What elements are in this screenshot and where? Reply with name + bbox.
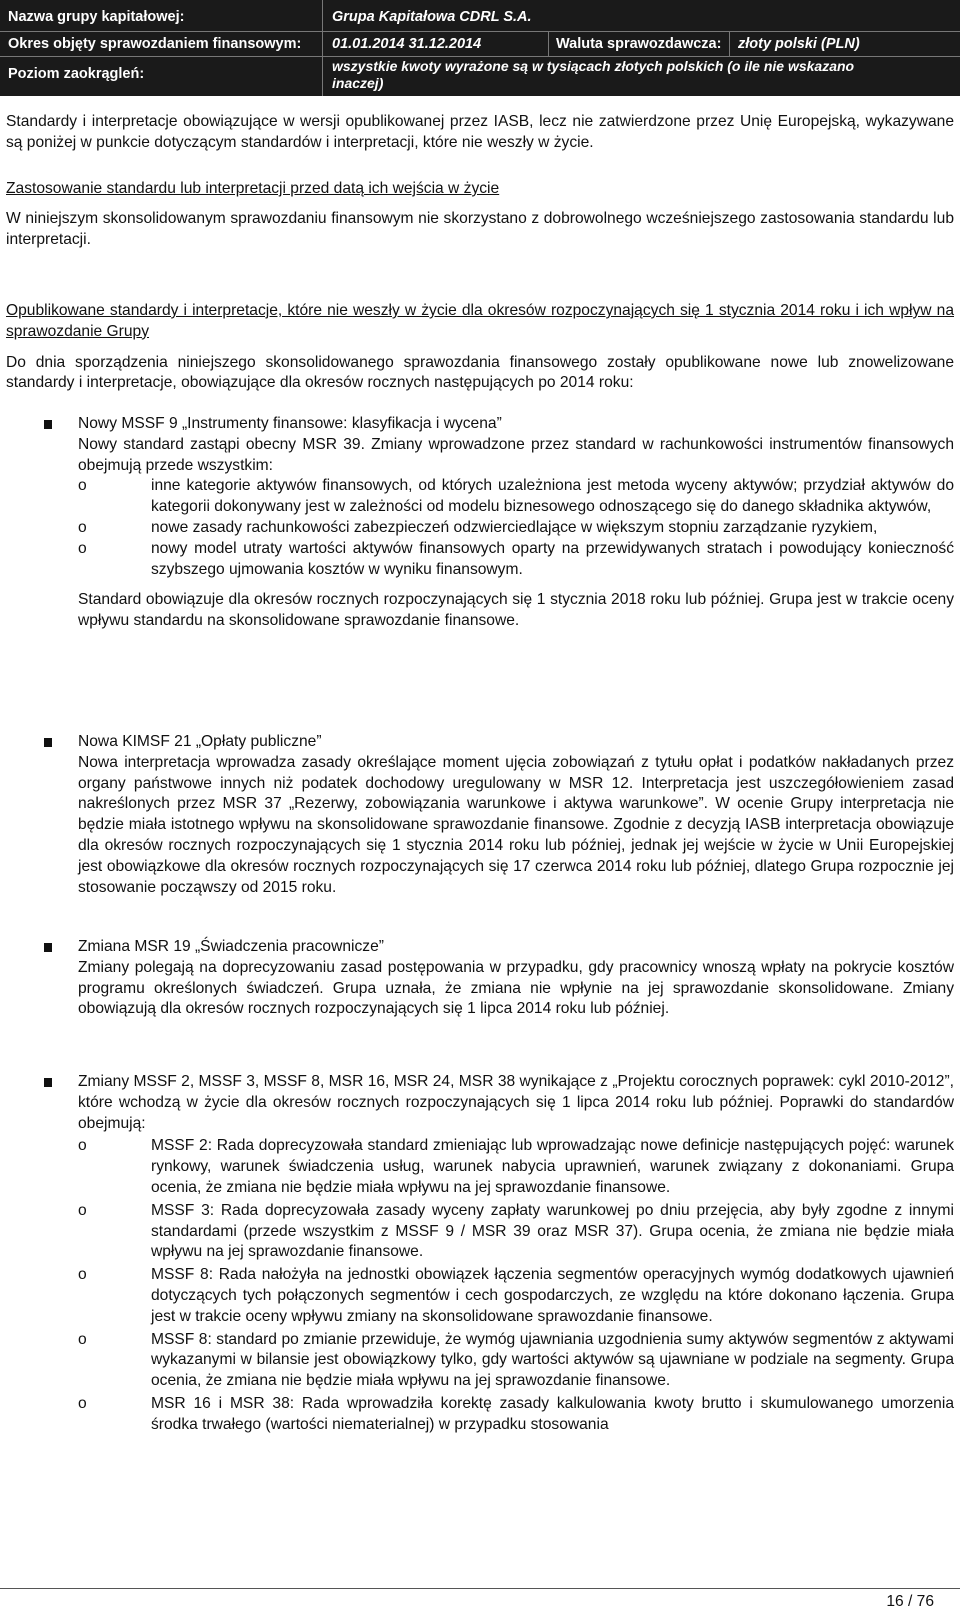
- bullet-icon: [44, 1078, 52, 1087]
- sub-list-item: [78, 1265, 954, 1327]
- list-item-text: Zmiany polegają na doprecyzowaniu zasad postępowania w przypadku, gdy pracownicy wnoszą wpłaty na pokrycie kosztów programu określonych świadczeń. Grupa uznała, że zmiana nie wpłynie na jej sprawozdanie skonsolidowane. Zmiany obowiązują dla okresów rocznych rozpoczynających się 1 lipca 2014 roku lub później.: [78, 958, 954, 1018]
- sub-list-item: [78, 476, 954, 518]
- sub-marker-icon: o: [78, 1201, 87, 1219]
- period-label: Okres objęty sprawozdaniem finansowym:: [8, 36, 302, 52]
- sub-list-item-text: MSSF 3: Rada doprecyzowała zasady wyceny zapłaty warunkowej po dniu przejęcia, aby były zgodne z innymi standardami (przede wszystkim z MSSF 9 / MSR 39 oraz MSR 37). Grupa ocenia, że zmiana nie będzie miała wpływu na jej sprawozdanie finansowe.: [151, 1201, 954, 1261]
- list-item-title: Zmiany MSSF 2, MSSF 3, MSSF 8, MSR 16, MSR 24, MSR 38 wynikające z „Projektu corocznych poprawek: cykl 2010-2012”, które wchodzą w życie dla okresów rocznych rozpoczynających się 1 lipca 2014 roku lub później. Poprawki do standardów obejmują:: [78, 1073, 954, 1132]
- list-item-title: Nowy MSSF 9 „Instrumenty finansowe: klasyfikacja i wycena”: [78, 415, 502, 432]
- section-not-effective: [6, 301, 954, 394]
- currency-label: Waluta sprawozdawcza:: [556, 36, 722, 52]
- sub-marker-icon: o: [78, 1266, 87, 1284]
- rounding-label: Poziom zaokrągleń:: [8, 66, 145, 82]
- sub-marker-icon: o: [78, 477, 87, 495]
- section-early-adoption-heading: Zastosowanie standardu lub interpretacji przed datą ich wejścia w życie: [6, 180, 500, 197]
- group-name-value: Grupa Kapitałowa CDRL S.A.: [332, 9, 532, 25]
- list-item-body: [78, 732, 954, 898]
- intro-text: Standardy i interpretacje obowiązujące w wersji opublikowanej przez IASB, lecz nie zatwierdzone przez Unię Europejską, wykazywane są poniżej w punkcie dotyczącym standardów i interpretacji, które nie weszły w życie.: [6, 113, 954, 151]
- sub-list-item-text: inne kategorie aktywów finansowych, od których uzależniona jest metoda wyceny aktywów; przydział aktywów do kategorii dokonywany jest w zależności od modelu biznesowego odnoszącego się do danego składnika aktywów,: [151, 477, 954, 516]
- list-item-title: Nowa KIMSF 21 „Opłaty publiczne”: [78, 733, 322, 750]
- sub-marker-icon: o: [78, 1394, 87, 1412]
- sub-marker-icon: o: [78, 1330, 87, 1348]
- sub-marker-icon: o: [78, 1137, 87, 1155]
- period-value: 01.01.2014 31.12.2014: [332, 36, 482, 52]
- section-not-effective-text: Do dnia sporządzenia niniejszego skonsolidowanego sprawozdania finansowego zostały opublikowane nowe lub znowelizowane standardy i interpretacje, obowiązujące dla okresów rocznych następujących po 2014 roku:: [6, 353, 954, 392]
- list-item-body: [78, 1072, 954, 1436]
- sub-list-item: [78, 1394, 954, 1436]
- sub-marker-icon: o: [78, 539, 87, 557]
- list-item-text: Nowa interpretacja wprowadza zasady określające moment ujęcia zobowiązań z tytułu opłat i podatków nakładanych przez organy państwowe innych niż podatek dochodowy uregulowany w MSR 12. Interpretacja jest uszczegółowieniem zasad nakreślonych przez MSR 37 „Rezerwy, zobowiązania warunkowe i aktywa warunkowe”. W ocenie Grupy interpretacja nie będzie miała istotnego wpływu na skonsolidowane sprawozdanie finansowe. Zgodnie z decyzją IASB interpretacja obowiązuje dla okresów rocznych rozpoczynających się 1 stycznia 2014 roku lub później, jednak jej wejście w życie w Unii Europejskiej jest obowiązkowe dla okresów rocznych rozpoczynających się 17 czerwca 2014 roku lub później, dlatego Grupa rozpocznie jej stosowanie począwszy od 2015 roku.: [78, 753, 954, 896]
- sub-marker-icon: o: [78, 518, 87, 536]
- sub-list-item-text: MSSF 8: standard po zmianie przewiduje, że wymóg ujawniania uzgodnienia sumy aktywów segmentów z aktywami wykazanymi w bilansie jest obowiązkowy tylko, gdy wartości aktywów są ujawniane w podziale na segmenty. Grupa ocenia, że zmiana nie będzie miała wpływu na jej sprawozdanie finansowe.: [151, 1330, 954, 1390]
- sub-list-item: [78, 1201, 954, 1263]
- page-number: 16 / 76: [886, 1593, 934, 1610]
- sub-list-item-text: MSSF 8: Rada nałożyła na jednostki obowiązek łączenia segmentów operacyjnych wymóg dodatkowych ujawnień dotyczących tych połączonych segmentów i cech gospodarczych, ze względu na które dokonano łączenia. Grupa jest w trakcie oceny wpływu zmiany na skonsolidowane sprawozdanie finansowe.: [151, 1266, 954, 1325]
- intro-paragraph: [6, 112, 954, 154]
- list-item-body: [78, 414, 954, 632]
- sub-list-item: [78, 518, 954, 539]
- sub-list-item: [78, 539, 954, 581]
- group-name-label: Nazwa grupy kapitałowej:: [8, 9, 185, 25]
- sub-list-item-text: nowy model utraty wartości aktywów finansowych oparty na przewidywanych stratach i powodujący konieczność szybszego ujmowania kosztów w wyniku finansowym.: [151, 539, 954, 578]
- bullet-icon: [44, 738, 52, 747]
- bullet-icon: [44, 420, 52, 429]
- sub-list-item: [78, 1136, 954, 1198]
- section-early-adoption-text: W niniejszym skonsolidowanym sprawozdaniu finansowym nie skorzystano z dobrowolnego wcześniejszego zastosowania standardu lub interpretacji.: [6, 209, 954, 248]
- list-item-title: Zmiana MSR 19 „Świadczenia pracownicze”: [78, 938, 384, 955]
- footer-divider: [0, 1588, 960, 1589]
- list-item-text: Nowy standard zastąpi obecny MSR 39. Zmiany wprowadzone przez standard w rachunkowości instrumentów finansowych obejmują przede wszystkim:: [78, 435, 954, 474]
- rounding-value: wszystkie kwoty wyrażone są w tysiącach złotych polskich (o ile nie wskazano inaczej): [332, 58, 855, 91]
- section-not-effective-heading: Opublikowane standardy i interpretacje, które nie weszły w życie dla okresów rozpoczynających się 1 stycznia 2014 roku i ich wpływ na sprawozdanie Grupy: [6, 302, 954, 340]
- sub-list-item-text: MSSF 2: Rada doprecyzowała standard zmieniając lub wprowadzając nowe definicje następujących pojęć: warunek rynkowy, warunek świadczenia usług, warunek nabycia uprawnień, warunek związany z dokonaniami. Grupa ocenia, że zmiana nie będzie miała wpływu na jej sprawozdanie finansowe.: [151, 1137, 954, 1196]
- document-header: [0, 0, 960, 96]
- currency-value: złoty polski (PLN): [738, 36, 860, 52]
- sub-list-item-text: nowe zasady rachunkowości zabezpieczeń odzwierciedlające w większym stopniu zarządzanie ryzykiem,: [151, 518, 878, 536]
- list-item-body: [78, 937, 954, 1020]
- sub-list-item-text: MSR 16 i MSR 38: Rada wprowadziła korektę zasady kalkulowania kwoty brutto i skumulowanego umorzenia środka trwałego (wartości niematerialnej) w przypadku stosowania: [151, 1394, 954, 1433]
- list-item-conclusion: Standard obowiązuje dla okresów rocznych rozpoczynających się 1 stycznia 2018 roku lub później. Grupa jest w trakcie oceny wpływu standardu na skonsolidowane sprawozdanie finansowe.: [78, 591, 954, 630]
- sub-list-item: [78, 1330, 954, 1392]
- section-early-adoption: [6, 179, 954, 250]
- bullet-icon: [44, 943, 52, 952]
